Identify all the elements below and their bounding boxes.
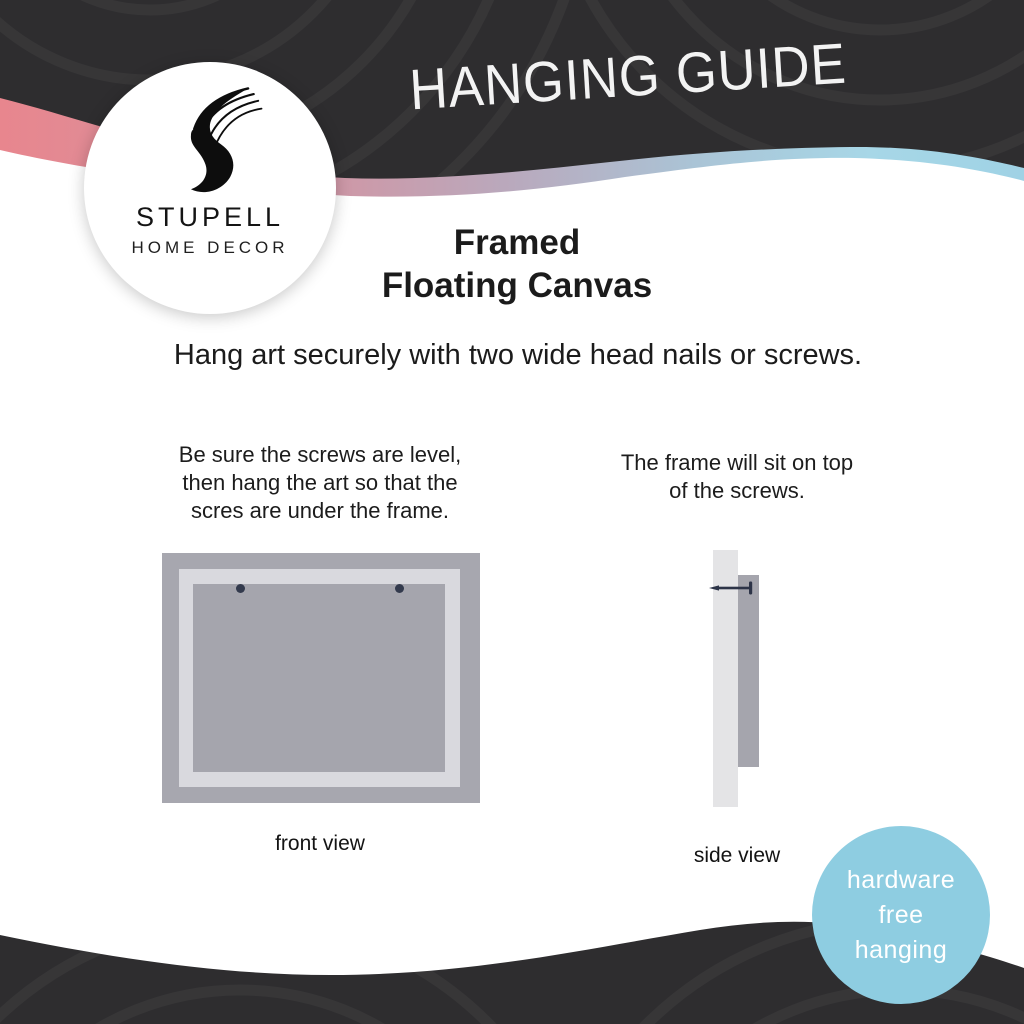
badge-line2: free <box>878 900 924 929</box>
brand-tagline: HOME DECOR <box>131 238 289 257</box>
front-view-caption: front view <box>275 832 365 855</box>
front-view-canvas <box>193 584 445 772</box>
front-view-note <box>140 441 500 525</box>
nail-icon <box>706 580 756 596</box>
stupell-s-swoosh-icon <box>151 84 269 196</box>
screw-left-icon <box>236 584 245 593</box>
side-view-note <box>570 449 904 505</box>
front-view-note-line3: scres are under the frame. <box>190 498 449 523</box>
side-view-note-line1: The frame will sit on top <box>620 450 854 475</box>
product-title-line1: Framed <box>453 223 581 262</box>
page-title: HANGING GUIDE <box>407 31 849 123</box>
brand-logo-badge <box>84 62 336 314</box>
badge-line1: hardware <box>846 865 956 894</box>
badge-line3: hanging <box>854 935 948 964</box>
front-view-note-line2: then hang the art so that the <box>182 470 458 495</box>
brand-name: STUPELL <box>135 202 285 232</box>
side-view-frame <box>738 575 759 767</box>
product-title <box>317 221 717 307</box>
intro-instruction: Hang art securely with two wide head nails or screws. <box>173 339 863 371</box>
product-title-line2: Floating Canvas <box>381 266 653 305</box>
side-view-caption: side view <box>693 844 781 867</box>
side-view-note-line2: of the screws. <box>669 478 805 503</box>
screw-right-icon <box>395 584 404 593</box>
front-view-note-line1: Be sure the screws are level, <box>178 442 462 467</box>
hardware-free-badge <box>812 826 990 1004</box>
